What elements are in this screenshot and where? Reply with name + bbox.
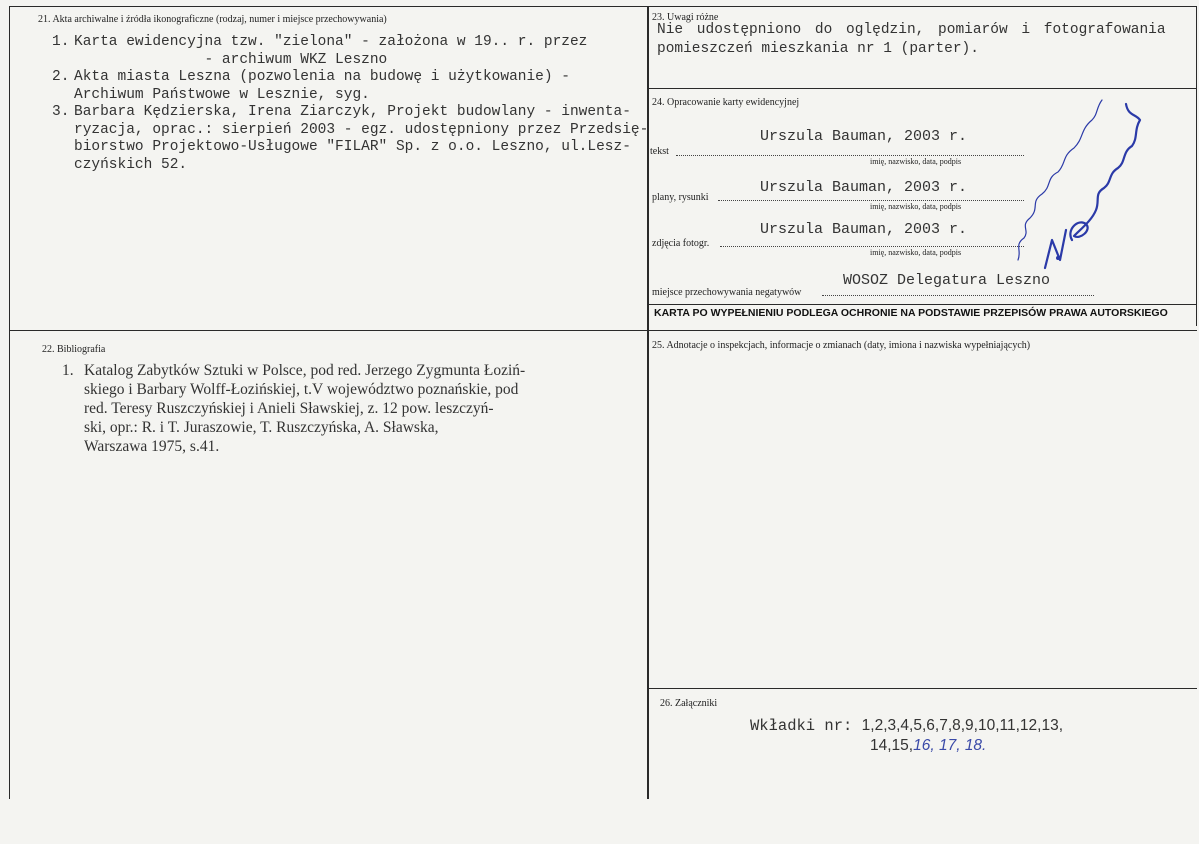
row-divider-25-26 [648, 688, 1197, 689]
section-21-item-number [52, 122, 74, 140]
author-text-dotted-line [676, 155, 1024, 156]
negatives-location-label: miejsce przechowywania negatywów [652, 287, 802, 298]
section-22-item-text: red. Teresy Ruszczyńskiej i Anieli Sławskiej, z. 12 pow. leszczyń- [84, 400, 494, 417]
section-21-item-number: 3. [52, 104, 70, 120]
section-24-header: 24. Opracowanie karty ewidencyjnej [652, 97, 800, 108]
section-22-item-number [62, 437, 84, 456]
section-21-item-3-line-2 [52, 122, 648, 140]
section-21-item-number: 2. [52, 69, 70, 85]
attachments-line-1 [750, 717, 1063, 735]
author-photos-dotted-line [720, 246, 1024, 247]
attachments-prefix: Wkładki nr: [750, 717, 853, 735]
author-drawings-value: Urszula Bauman, 2003 r. [760, 179, 968, 196]
section-21-item-3-line-4 [52, 157, 648, 175]
section-22-item-number [62, 380, 84, 399]
negatives-location-value: WOSOZ Delegatura Leszno [843, 272, 1051, 289]
section-22-item-number: 1. [62, 362, 74, 379]
section-21-item-text: Archiwum Państwowe w Lesznie, syg. [74, 86, 370, 103]
section-21-item-text: - archiwum WKZ Leszno [74, 51, 388, 68]
author-photos-value: Urszula Bauman, 2003 r. [760, 221, 968, 238]
section-21-item-text: Barbara Kędzierska, Irena Ziarczyk, Projekt budowlany - inwenta- [74, 104, 631, 120]
outer-left-border [9, 6, 10, 799]
section-22-item-1-line-4 [62, 418, 525, 437]
section-22-item-text: skiego i Barbary Wolff-Łozińskiej, t.V województwo poznańskie, pod [84, 381, 519, 398]
section-22-item-1-line-1 [62, 361, 525, 380]
section-21-item-text: ryzacja, oprac.: sierpień 2003 - egz. udostępniony przez Przedsię- [74, 121, 649, 138]
attachments-handwritten-values: 16, 17, 18. [913, 737, 987, 754]
section-22-item-1-line-3 [62, 399, 525, 418]
section-21-item-text: Akta miasta Leszna (pozwolenia na budowę i użytkowanie) - [74, 69, 570, 85]
section-23-header: 23. Uwagi różne [652, 12, 719, 23]
copyright-notice: KARTA PO WYPEŁNIENIU PODLEGA OCHRONIE NA PODSTAWIE PRZEPISÓW PRAWA AUTORSKIEGO [654, 307, 1168, 319]
section-21-item-number [52, 139, 74, 157]
section-21-item-1-line-2 [52, 52, 648, 70]
section-21-item-number [52, 52, 74, 70]
row-divider-24-notice [648, 304, 1197, 305]
negatives-dotted-line [822, 295, 1094, 296]
section-22-item-text: Warszawa 1975, s.41. [84, 438, 220, 455]
section-22-item-text: ski, opr.: R. i T. Juraszowie, T. Ruszczyńska, A. Sławska, [84, 419, 439, 436]
section-23-remarks-line-1: Nie udostępniono do oględzin, pomiarów i fotografowania [657, 22, 1166, 38]
author-text-caption: imię, nazwisko, data, podpis [870, 157, 962, 166]
section-22-item-1-line-5 [62, 437, 525, 456]
section-21-item-text: biorstwo Projektowo-Usługowe "FILAR" Sp. z o.o. Leszno, ul.Lesz- [74, 139, 631, 155]
section-21-item-number: 1. [52, 34, 70, 50]
section-23-remarks-line-2: pomieszczeń mieszkania nr 1 (parter). [657, 41, 979, 57]
section-21-item-2-line-2 [52, 87, 648, 105]
row-divider-main [9, 330, 1197, 331]
section-21-item-3-line-1 [52, 104, 648, 122]
author-drawings-label: plany, rysunki [652, 192, 709, 203]
section-21-item-3-line-3 [52, 139, 648, 157]
section-22-item-number [62, 399, 84, 418]
author-text-label: tekst [650, 146, 669, 157]
author-drawings-caption: imię, nazwisko, data, podpis [870, 202, 962, 211]
row-divider-23-24 [648, 88, 1197, 89]
section-21-list [52, 34, 648, 174]
section-25-header: 25. Adnotacje o inspekcjach, informacje o zmianach (daty, imiona i nazwiska wypełniających) [652, 340, 1031, 351]
author-text-value: Urszula Bauman, 2003 r. [760, 128, 968, 145]
section-21-item-2-line-1 [52, 69, 648, 87]
section-21-item-number [52, 87, 74, 105]
section-21-item-text: czyńskich 52. [74, 156, 188, 173]
outer-top-border [9, 6, 1197, 7]
handwritten-signature [1000, 90, 1150, 280]
outer-right-border [1196, 6, 1197, 326]
section-21-header: 21. Akta archiwalne i źródła ikonograficzne (rodzaj, numer i miejsce przechowywania) [38, 14, 387, 25]
section-21-item-number [52, 157, 74, 175]
section-22-item-1-line-2 [62, 380, 525, 399]
section-21-item-1-line-1 [52, 34, 648, 52]
author-drawings-dotted-line [718, 200, 1024, 201]
attachments-values-line-2: 14,15, [870, 737, 914, 754]
attachments-values-line-1: 1,2,3,4,5,6,7,8,9,10,11,12,13, [861, 717, 1064, 734]
author-photos-caption: imię, nazwisko, data, podpis [870, 248, 962, 257]
section-26-header: 26. Załączniki [660, 698, 718, 709]
section-22-item-text: Katalog Zabytków Sztuki w Polsce, pod red. Jerzego Zygmunta Łoziń- [84, 362, 526, 379]
attachments-line-2 [870, 737, 986, 755]
section-22-list [62, 361, 525, 456]
author-photos-label: zdjęcia fotogr. [652, 238, 710, 249]
section-21-item-text: Karta ewidencyjna tzw. "zielona" - założona w 19.. r. przez [74, 34, 588, 50]
section-22-item-number [62, 418, 84, 437]
section-22-header: 22. Bibliografia [42, 344, 106, 355]
